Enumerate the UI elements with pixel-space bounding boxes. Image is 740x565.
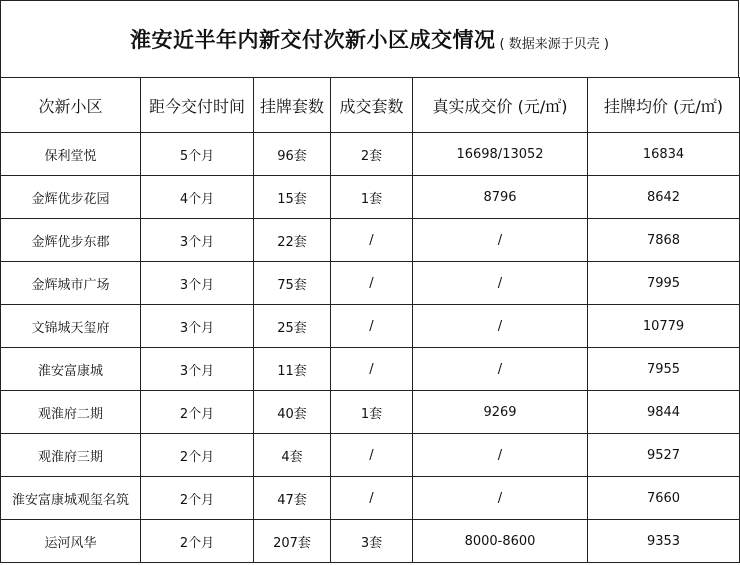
cell-actual-price: 8000-8600 xyxy=(413,520,588,563)
cell-deal-count: 3套 xyxy=(331,520,413,563)
cell-listing-price: 9844 xyxy=(588,391,740,434)
cell-deal-count: 2套 xyxy=(331,133,413,176)
table-row xyxy=(1,520,740,563)
header-delivery-time: 距今交付时间 xyxy=(141,78,254,133)
cell-deal-count: / xyxy=(331,262,413,305)
cell-delivery-time: 4个月 xyxy=(141,176,254,219)
cell-listing-price: 7995 xyxy=(588,262,740,305)
cell-listing-count: 15套 xyxy=(254,176,331,219)
cell-listing-price: 7955 xyxy=(588,348,740,391)
cell-listing-price: 8642 xyxy=(588,176,740,219)
cell-delivery-time: 3个月 xyxy=(141,348,254,391)
cell-deal-count: 1套 xyxy=(331,391,413,434)
cell-actual-price: / xyxy=(413,262,588,305)
table-row xyxy=(1,305,740,348)
cell-deal-count: / xyxy=(331,477,413,520)
header-listing-count: 挂牌套数 xyxy=(254,78,331,133)
cell-delivery-time: 2个月 xyxy=(141,477,254,520)
cell-deal-count: / xyxy=(331,348,413,391)
table-row xyxy=(1,348,740,391)
cell-listing-price: 9353 xyxy=(588,520,740,563)
table-row xyxy=(1,477,740,520)
cell-actual-price: 8796 xyxy=(413,176,588,219)
cell-actual-price: / xyxy=(413,477,588,520)
cell-delivery-time: 3个月 xyxy=(141,262,254,305)
cell-deal-count: 1套 xyxy=(331,176,413,219)
cell-delivery-time: 3个月 xyxy=(141,305,254,348)
cell-actual-price: 9269 xyxy=(413,391,588,434)
header-community: 次新小区 xyxy=(1,78,141,133)
cell-community: 金辉城市广场 xyxy=(1,262,141,305)
cell-actual-price: / xyxy=(413,219,588,262)
cell-deal-count: / xyxy=(331,219,413,262)
cell-listing-count: 47套 xyxy=(254,477,331,520)
table-row xyxy=(1,176,740,219)
cell-listing-count: 25套 xyxy=(254,305,331,348)
cell-delivery-time: 3个月 xyxy=(141,219,254,262)
header-deal-count: 成交套数 xyxy=(331,78,413,133)
cell-community: 淮安富康城观玺名筑 xyxy=(1,477,141,520)
cell-community: 运河风华 xyxy=(1,520,141,563)
cell-community: 保利堂悦 xyxy=(1,133,141,176)
cell-actual-price: / xyxy=(413,434,588,477)
page-subtitle: ( 数据来源于贝壳 ) xyxy=(499,36,609,52)
cell-actual-price: 16698/13052 xyxy=(413,133,588,176)
cell-community: 文锦城天玺府 xyxy=(1,305,141,348)
table-row xyxy=(1,391,740,434)
table-row xyxy=(1,434,740,477)
cell-deal-count: / xyxy=(331,434,413,477)
cell-deal-count: / xyxy=(331,305,413,348)
cell-listing-price: 16834 xyxy=(588,133,740,176)
header-actual-price: 真实成交价 (元/㎡) xyxy=(413,78,588,133)
cell-listing-count: 40套 xyxy=(254,391,331,434)
header-listing-price: 挂牌均价 (元/㎡) xyxy=(588,78,740,133)
cell-listing-count: 75套 xyxy=(254,262,331,305)
table-row xyxy=(1,262,740,305)
page-title: 淮安近半年内新交付次新小区成交情况 xyxy=(130,28,496,52)
cell-listing-count: 4套 xyxy=(254,434,331,477)
cell-listing-price: 9527 xyxy=(588,434,740,477)
cell-actual-price: / xyxy=(413,348,588,391)
cell-listing-price: 7660 xyxy=(588,477,740,520)
cell-community: 金辉优步东郡 xyxy=(1,219,141,262)
cell-actual-price: / xyxy=(413,305,588,348)
title-bar xyxy=(0,0,739,78)
cell-delivery-time: 2个月 xyxy=(141,391,254,434)
transactions-table xyxy=(0,77,740,563)
table-row xyxy=(1,133,740,176)
header-row xyxy=(1,78,740,133)
cell-listing-count: 22套 xyxy=(254,219,331,262)
cell-listing-count: 207套 xyxy=(254,520,331,563)
table-row xyxy=(1,219,740,262)
cell-community: 金辉优步花园 xyxy=(1,176,141,219)
cell-delivery-time: 2个月 xyxy=(141,520,254,563)
cell-community: 观淮府三期 xyxy=(1,434,141,477)
cell-community: 观淮府二期 xyxy=(1,391,141,434)
cell-listing-price: 10779 xyxy=(588,305,740,348)
cell-delivery-time: 2个月 xyxy=(141,434,254,477)
cell-listing-price: 7868 xyxy=(588,219,740,262)
cell-listing-count: 11套 xyxy=(254,348,331,391)
cell-delivery-time: 5个月 xyxy=(141,133,254,176)
cell-community: 淮安富康城 xyxy=(1,348,141,391)
cell-listing-count: 96套 xyxy=(254,133,331,176)
